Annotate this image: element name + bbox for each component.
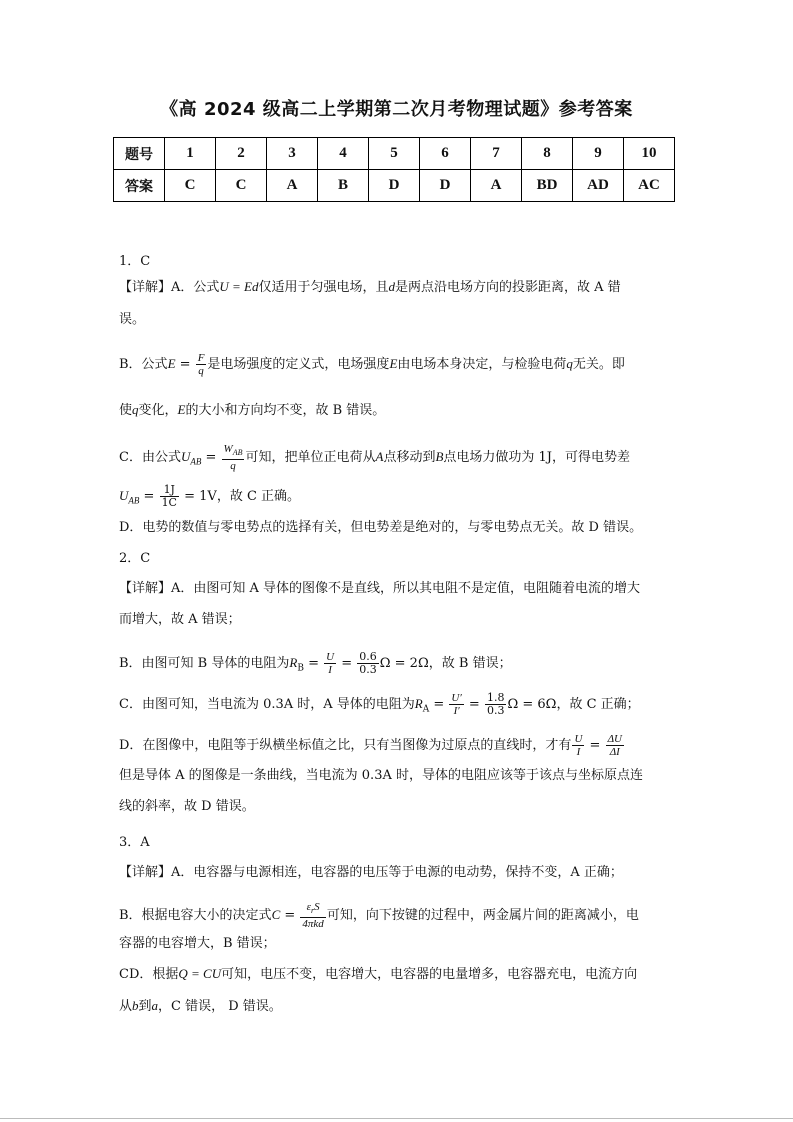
page-bottom-rule (0, 1118, 793, 1119)
number-cell: 2 (216, 138, 267, 170)
q1-option-a-cont: 误。 (119, 312, 146, 327)
answer-table-number-row (114, 138, 675, 170)
q2-option-a: 【详解】A．由图可知 A 导体的图像不是直线，所以其电阻不是定值，电阻随着电流的增大 (119, 581, 641, 596)
fraction: $\frac{U}{I}$ (326, 651, 335, 676)
number-cell: 10 (624, 138, 675, 170)
q2-option-d: D．在图像中，电阻等于纵横坐标值之比，只有当图像为过原点的直线时，才有 $\frac{U}{I}$ = $\frac{\Delta U}{\Delta I}$ (119, 733, 622, 758)
fraction: $\frac{U'}{I'}$ (451, 692, 462, 717)
q3-option-a: 【详解】A．电容器与电源相连，电容器的电压等于电源的电动势，保持不变，A 正确； (119, 865, 623, 880)
q1-option-c: C．由公式$U_{AB}$ = $\frac{W_{AB}}{q}$ 可知，把单位正电荷从A点移动到B点电场力做功为 1J，可得电势差 (119, 443, 631, 473)
number-cell: 9 (573, 138, 624, 170)
answer-table-answer-row (114, 170, 675, 202)
fraction: $\frac{W_{AB}}{q}$ (223, 443, 243, 473)
q2-option-d-cont2: 线的斜率，故 D 错误。 (119, 799, 255, 814)
answer-cell: AC (624, 170, 675, 202)
answer-cell: D (420, 170, 471, 202)
answer-cell: BD (522, 170, 573, 202)
q2-option-a-cont: 而增大，故 A 错误； (119, 612, 241, 627)
q2-option-d-cont1: 但是导体 A 的图像是一条曲线，当电流为 0.3A 时，导体的电阻应该等于该点与坐标原点连 (119, 768, 643, 783)
fraction: $\frac{\varepsilon_rS}{\text{4πkd}}$ (302, 901, 324, 931)
page-title: 《高 2024 级高二上学期第二次月考物理试题》参考答案 (160, 99, 633, 120)
q3-option-cd: CD．根据Q = CU可知，电压不变，电容增大，电容器的电量增多，电容器充电，电流方向 (119, 966, 638, 982)
answer-cell: C (165, 170, 216, 202)
fraction: $\frac{F}{q}$ (197, 352, 205, 377)
q1-option-b: B．公式E = $\frac{F}{q}$ 是电场强度的定义式，电场强度E由电场本身决定，与检验电荷q无关。即 (119, 352, 625, 377)
answer-cell: A (267, 170, 318, 202)
answer-cell: A (471, 170, 522, 202)
number-header-cell: 题号 (114, 138, 165, 170)
q1-heading: 1．C (119, 254, 151, 269)
number-cell: 7 (471, 138, 522, 170)
fraction: $\frac{U}{I}$ (574, 733, 583, 758)
fraction: $\frac{\Delta U}{\Delta I}$ (607, 733, 622, 758)
number-cell: 8 (522, 138, 573, 170)
answer-cell: C (216, 170, 267, 202)
q2-option-b: B．由图可知 B 导体的电阻为$R_B$ = $\frac{U}{I}$ = $\frac{0.6}{0.3}$ Ω = 2Ω，故 B 错误； (119, 650, 512, 676)
q3-option-b: B．根据电容大小的决定式C = $\frac{\varepsilon_rS}{\text{4πkd}}$ 可知，向下按键的过程中，两金属片间的距离减小，电 (119, 901, 639, 931)
fraction: $\frac{1J}{1C}$ (161, 483, 177, 509)
q1-option-a: 【详解】A．公式U = Ed仅适用于匀强电场，且d是两点沿电场方向的投影距离，故 A 错 (119, 279, 621, 295)
answer-cell: D (369, 170, 420, 202)
answer-cell: AD (573, 170, 624, 202)
q1-option-c-cont: $U_{AB}$ = $\frac{1J}{1C}$ = 1V，故 C 正确。 (119, 483, 301, 509)
number-cell: 3 (267, 138, 318, 170)
q3-heading: 3．A (119, 835, 150, 850)
q2-heading: 2．C (119, 551, 151, 566)
q1-option-d: D．电势的数值与零电势点的选择有关，但电势差是绝对的，与零电势点无关。故 D 错误。 (119, 520, 643, 535)
number-cell: 6 (420, 138, 471, 170)
answer-cell: B (318, 170, 369, 202)
q1-option-b-cont: 使q变化，E的大小和方向均不变，故 B 错误。 (119, 402, 386, 418)
q3-option-cd-cont: 从b到a，C 错误， D 错误。 (119, 998, 282, 1014)
number-cell: 4 (318, 138, 369, 170)
answer-table (113, 137, 675, 202)
q3-option-b-cont: 容器的电容增大，B 错误； (119, 936, 276, 951)
number-cell: 1 (165, 138, 216, 170)
answer-header-cell: 答案 (114, 170, 165, 202)
fraction: $\frac{1.8}{0.3}$ (486, 691, 505, 717)
q2-option-c: C．由图可知，当电流为 0.3A 时，A 导体的电阻为$R_A$ = $\frac{U'}{I'}$ = $\frac{1.8}{0.3}$ Ω = 6Ω，故 C 正确； (119, 691, 640, 717)
number-cell: 5 (369, 138, 420, 170)
fraction: $\frac{0.6}{0.3}$ (359, 650, 377, 676)
